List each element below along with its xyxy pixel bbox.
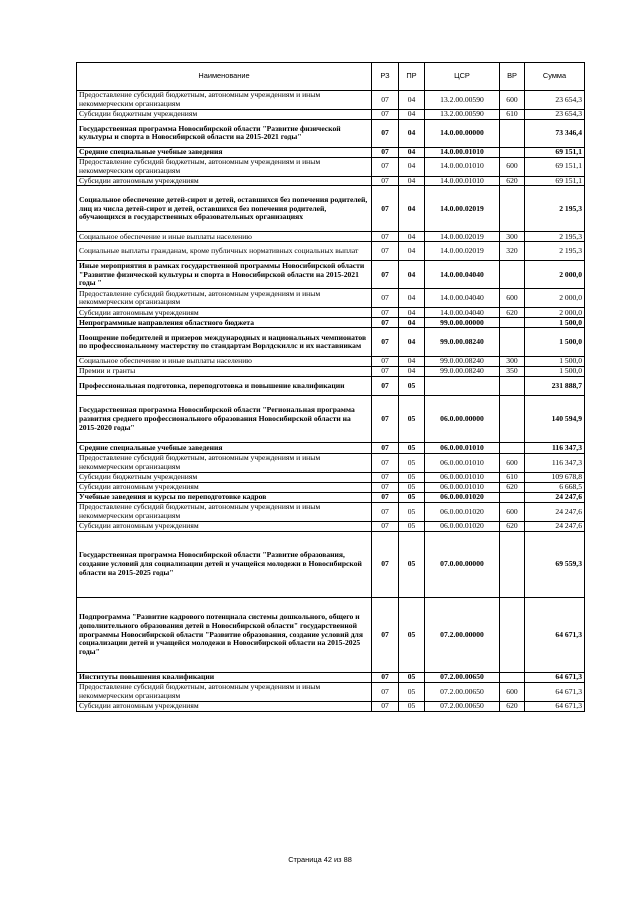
table-row [77, 396, 585, 443]
cell-rz: 07 [372, 308, 399, 318]
table-row [77, 531, 585, 597]
header-sum: Сумма [525, 63, 585, 91]
cell-pr: 04 [399, 357, 425, 367]
cell-name: Институты повышения квалификации [77, 672, 372, 682]
table-row [77, 377, 585, 396]
cell-name: Предоставление субсидий бюджетным, автономным учреждениям и иным некоммерческим организациям [77, 157, 372, 176]
cell-sum: 231 888,7 [525, 377, 585, 396]
cell-pr: 05 [399, 483, 425, 493]
table-row [77, 701, 585, 711]
cell-vr: 600 [500, 682, 525, 701]
cell-name: Средние специальные учебные заведения [77, 443, 372, 454]
cell-vr: 620 [500, 176, 525, 186]
table-row [77, 367, 585, 377]
cell-pr: 04 [399, 157, 425, 176]
cell-rz: 07 [372, 492, 399, 502]
table-row [77, 157, 585, 176]
table-row [77, 357, 585, 367]
cell-name: Предоставление субсидий бюджетным, автономным учреждениям и иным некоммерческим организациям [77, 502, 372, 521]
cell-pr: 04 [399, 308, 425, 318]
cell-vr: 610 [500, 473, 525, 483]
cell-csr: 14.0.00.01010 [425, 147, 500, 157]
cell-sum: 116 347,3 [525, 443, 585, 454]
cell-name: Социальное обеспечение и иные выплаты населению [77, 357, 372, 367]
cell-vr: 300 [500, 232, 525, 242]
cell-pr: 04 [399, 261, 425, 289]
cell-vr: 600 [500, 502, 525, 521]
table-row [77, 289, 585, 308]
header-pr: ПР [399, 63, 425, 91]
table-row [77, 308, 585, 318]
cell-rz: 07 [372, 289, 399, 308]
cell-pr: 04 [399, 367, 425, 377]
cell-sum: 1 500,0 [525, 367, 585, 377]
cell-vr: 350 [500, 367, 525, 377]
cell-pr: 05 [399, 531, 425, 597]
cell-pr: 04 [399, 110, 425, 120]
cell-pr: 04 [399, 242, 425, 261]
cell-vr [500, 531, 525, 597]
cell-csr: 07.0.00.00000 [425, 531, 500, 597]
cell-vr [500, 597, 525, 672]
cell-rz: 07 [372, 157, 399, 176]
cell-sum: 69 151,1 [525, 157, 585, 176]
cell-rz: 07 [372, 328, 399, 357]
cell-pr: 04 [399, 289, 425, 308]
table-row [77, 483, 585, 493]
cell-rz: 07 [372, 176, 399, 186]
cell-vr [500, 377, 525, 396]
cell-rz: 07 [372, 597, 399, 672]
cell-csr: 14.0.00.01010 [425, 176, 500, 186]
cell-name: Подпрограмма "Развитие кадрового потенциала системы дошкольного, общего и дополнительного образования детей в Новосибирской области" государственной программы Новосибирской области "Развитие образования, создание условий для социализации детей и учащейся молодежи в Новосибирской области на 2015-2025 годы" [77, 597, 372, 672]
cell-rz: 07 [372, 110, 399, 120]
cell-pr: 05 [399, 443, 425, 454]
cell-rz: 07 [372, 261, 399, 289]
page-footer: Страница 42 из 88 [288, 855, 352, 864]
cell-csr: 07.2.00.00650 [425, 701, 500, 711]
table-row [77, 443, 585, 454]
cell-sum: 64 671,3 [525, 672, 585, 682]
cell-csr: 06.0.00.01010 [425, 483, 500, 493]
cell-rz: 07 [372, 91, 399, 110]
cell-sum: 64 671,3 [525, 682, 585, 701]
cell-sum: 2 000,0 [525, 289, 585, 308]
cell-name: Субсидии бюджетным учреждениям [77, 110, 372, 120]
cell-vr: 620 [500, 521, 525, 531]
cell-sum: 64 671,3 [525, 597, 585, 672]
cell-pr: 05 [399, 377, 425, 396]
table-row [77, 672, 585, 682]
cell-pr: 05 [399, 454, 425, 473]
cell-csr: 14.0.00.00000 [425, 119, 500, 147]
cell-csr: 06.0.00.01020 [425, 521, 500, 531]
cell-vr [500, 186, 525, 232]
table-row [77, 318, 585, 328]
cell-csr: 14.0.00.02019 [425, 242, 500, 261]
cell-rz: 07 [372, 367, 399, 377]
cell-pr: 04 [399, 318, 425, 328]
table-row [77, 176, 585, 186]
header-csr: ЦСР [425, 63, 500, 91]
table-row [77, 261, 585, 289]
table-row [77, 682, 585, 701]
cell-sum: 23 654,3 [525, 91, 585, 110]
cell-csr: 07.2.00.00650 [425, 682, 500, 701]
table-row [77, 328, 585, 357]
cell-rz: 07 [372, 531, 399, 597]
cell-pr: 05 [399, 682, 425, 701]
cell-name: Социальное обеспечение детей-сирот и детей, оставшихся без попечения родителей, лиц из числа детей-сирот и детей, оставшихся без попечения родителей, обучающихся в государственных образовательных организациях [77, 186, 372, 232]
cell-csr: 14.0.00.02019 [425, 186, 500, 232]
cell-sum: 69 151,1 [525, 147, 585, 157]
cell-vr: 600 [500, 157, 525, 176]
cell-rz: 07 [372, 396, 399, 443]
cell-rz: 07 [372, 682, 399, 701]
cell-rz: 07 [372, 502, 399, 521]
cell-name: Субсидии автономным учреждениям [77, 701, 372, 711]
cell-sum: 2 000,0 [525, 308, 585, 318]
cell-rz: 07 [372, 483, 399, 493]
cell-pr: 05 [399, 473, 425, 483]
cell-sum: 6 668,5 [525, 483, 585, 493]
cell-rz: 07 [372, 521, 399, 531]
cell-sum: 24 247,6 [525, 502, 585, 521]
cell-pr: 05 [399, 521, 425, 531]
cell-csr: 06.0.00.01020 [425, 492, 500, 502]
cell-vr [500, 443, 525, 454]
header-name: Наименование [77, 63, 372, 91]
cell-csr: 14.0.00.02019 [425, 232, 500, 242]
cell-csr [425, 377, 500, 396]
cell-csr: 06.0.00.01020 [425, 502, 500, 521]
table-body [77, 91, 585, 712]
table-row [77, 242, 585, 261]
cell-vr [500, 672, 525, 682]
cell-name: Премии и гранты [77, 367, 372, 377]
table-row [77, 492, 585, 502]
cell-rz: 07 [372, 377, 399, 396]
cell-rz: 07 [372, 186, 399, 232]
cell-vr [500, 147, 525, 157]
cell-sum: 24 247,6 [525, 492, 585, 502]
cell-rz: 07 [372, 357, 399, 367]
cell-vr [500, 328, 525, 357]
table-row [77, 521, 585, 531]
cell-sum: 1 500,0 [525, 318, 585, 328]
cell-csr: 99.0.00.08240 [425, 328, 500, 357]
cell-vr [500, 396, 525, 443]
cell-vr [500, 119, 525, 147]
cell-name: Предоставление субсидий бюджетным, автономным учреждениям и иным некоммерческим организациям [77, 289, 372, 308]
table-row [77, 110, 585, 120]
cell-pr: 05 [399, 396, 425, 443]
cell-rz: 07 [372, 672, 399, 682]
cell-pr: 04 [399, 232, 425, 242]
cell-vr: 300 [500, 357, 525, 367]
cell-name: Государственная программа Новосибирской области "Региональная программа развития среднего профессионального образования Новосибирской области на 2015-2020 годы" [77, 396, 372, 443]
cell-rz: 07 [372, 443, 399, 454]
cell-name: Субсидии автономным учреждениям [77, 308, 372, 318]
cell-vr [500, 261, 525, 289]
cell-name: Субсидии автономным учреждениям [77, 521, 372, 531]
cell-pr: 05 [399, 502, 425, 521]
cell-name: Субсидии автономным учреждениям [77, 483, 372, 493]
cell-sum: 109 678,8 [525, 473, 585, 483]
cell-sum: 73 346,4 [525, 119, 585, 147]
cell-name: Предоставление субсидий бюджетным, автономным учреждениям и иным некоммерческим организациям [77, 454, 372, 473]
cell-name: Средние специальные учебные заведения [77, 147, 372, 157]
table-header-row [77, 63, 585, 91]
cell-name: Субсидии бюджетным учреждениям [77, 473, 372, 483]
cell-vr: 620 [500, 483, 525, 493]
header-rz: РЗ [372, 63, 399, 91]
cell-csr: 07.2.00.00650 [425, 672, 500, 682]
cell-sum: 2 000,0 [525, 261, 585, 289]
cell-csr: 99.0.00.08240 [425, 367, 500, 377]
cell-rz: 07 [372, 147, 399, 157]
cell-pr: 04 [399, 186, 425, 232]
cell-name: Поощрение победителей и призеров международных и национальных чемпионатов по профессиональному мастерству по стандартам Ворлдскиллс и их наставникам [77, 328, 372, 357]
cell-csr: 13.2.00.00590 [425, 91, 500, 110]
cell-vr: 600 [500, 289, 525, 308]
cell-name: Социальные выплаты гражданам, кроме публичных нормативных социальных выплат [77, 242, 372, 261]
cell-name: Государственная программа Новосибирской области "Развитие образования, создание условий для социализации детей и учащейся молодежи в Новосибирской области на 2015-2025 годы" [77, 531, 372, 597]
cell-csr: 13.2.00.00590 [425, 110, 500, 120]
cell-sum: 64 671,3 [525, 701, 585, 711]
cell-sum: 23 654,3 [525, 110, 585, 120]
cell-sum: 140 594,9 [525, 396, 585, 443]
cell-pr: 05 [399, 701, 425, 711]
cell-csr: 06.0.00.00000 [425, 396, 500, 443]
cell-pr: 05 [399, 597, 425, 672]
cell-csr: 14.0.00.04040 [425, 289, 500, 308]
cell-vr: 600 [500, 91, 525, 110]
table-row [77, 597, 585, 672]
cell-name: Иные мероприятия в рамках государственной программы Новосибирской области "Развитие физической культуры и спорта в Новосибирской области на 2015-2021 годы " [77, 261, 372, 289]
cell-vr [500, 492, 525, 502]
header-vr: ВР [500, 63, 525, 91]
cell-vr: 620 [500, 701, 525, 711]
cell-sum: 2 195,3 [525, 242, 585, 261]
cell-name: Предоставление субсидий бюджетным, автономным учреждениям и иным некоммерческим организациям [77, 682, 372, 701]
cell-pr: 04 [399, 147, 425, 157]
cell-csr: 06.0.00.01010 [425, 473, 500, 483]
cell-name: Социальное обеспечение и иные выплаты населению [77, 232, 372, 242]
cell-csr: 14.0.00.04040 [425, 261, 500, 289]
cell-name: Государственная программа Новосибирской области "Развитие физической культуры и спорта в Новосибирской области на 2015-2021 годы" [77, 119, 372, 147]
cell-rz: 07 [372, 318, 399, 328]
cell-csr: 06.0.00.01010 [425, 454, 500, 473]
cell-sum: 1 500,0 [525, 328, 585, 357]
table-row [77, 473, 585, 483]
cell-rz: 07 [372, 454, 399, 473]
cell-csr: 99.0.00.00000 [425, 318, 500, 328]
cell-sum: 69 559,3 [525, 531, 585, 597]
table-row [77, 119, 585, 147]
cell-csr: 06.0.00.01010 [425, 443, 500, 454]
cell-vr: 620 [500, 308, 525, 318]
cell-pr: 04 [399, 328, 425, 357]
cell-sum: 1 500,0 [525, 357, 585, 367]
cell-pr: 04 [399, 91, 425, 110]
cell-vr: 320 [500, 242, 525, 261]
table-row [77, 502, 585, 521]
cell-pr: 05 [399, 672, 425, 682]
cell-vr: 600 [500, 454, 525, 473]
cell-rz: 07 [372, 119, 399, 147]
cell-sum: 2 195,3 [525, 186, 585, 232]
cell-csr: 99.0.00.08240 [425, 357, 500, 367]
cell-name: Субсидии автономным учреждениям [77, 176, 372, 186]
table-row [77, 186, 585, 232]
table-row [77, 454, 585, 473]
cell-vr [500, 318, 525, 328]
cell-name: Учебные заведения и курсы по переподготовке кадров [77, 492, 372, 502]
cell-rz: 07 [372, 473, 399, 483]
cell-rz: 07 [372, 232, 399, 242]
cell-rz: 07 [372, 701, 399, 711]
cell-pr: 05 [399, 492, 425, 502]
cell-name: Непрограммные направления областного бюджета [77, 318, 372, 328]
table-row [77, 91, 585, 110]
cell-pr: 04 [399, 176, 425, 186]
table-row [77, 232, 585, 242]
cell-sum: 24 247,6 [525, 521, 585, 531]
cell-sum: 69 151,1 [525, 176, 585, 186]
cell-vr: 610 [500, 110, 525, 120]
cell-rz: 07 [372, 242, 399, 261]
table-row [77, 147, 585, 157]
cell-name: Предоставление субсидий бюджетным, автономным учреждениям и иным некоммерческим организациям [77, 91, 372, 110]
cell-name: Профессиональная подготовка, переподготовка и повышение квалификации [77, 377, 372, 396]
cell-csr: 14.0.00.04040 [425, 308, 500, 318]
budget-table [76, 62, 585, 712]
cell-csr: 14.0.00.01010 [425, 157, 500, 176]
cell-sum: 116 347,3 [525, 454, 585, 473]
cell-csr: 07.2.00.00000 [425, 597, 500, 672]
cell-pr: 04 [399, 119, 425, 147]
cell-sum: 2 195,3 [525, 232, 585, 242]
